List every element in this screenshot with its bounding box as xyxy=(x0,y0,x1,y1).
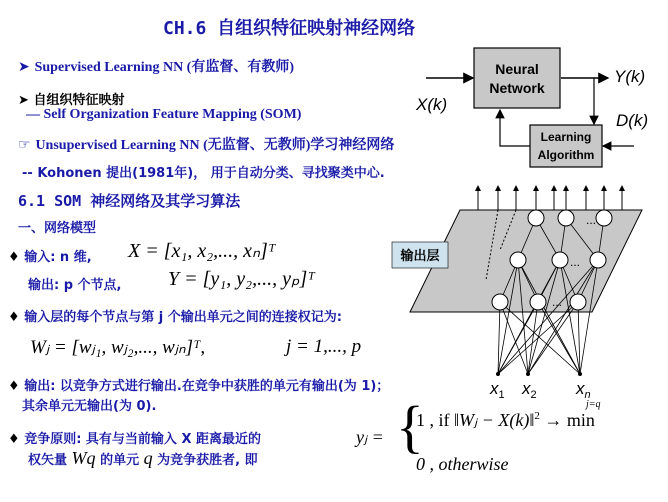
neural-network-label-1: Neural xyxy=(495,61,539,77)
input-vector-formula: X = [x₁, x₂,..., xₙ]ᵀ xyxy=(128,240,276,262)
competition-rule-line2: 权矢量 Wq 的单元 q 为竞争获胜者, 即 xyxy=(28,448,258,468)
supervised-block-diagram xyxy=(412,40,668,170)
section-heading: 6.1 SOM 神经网络及其学习算法 xyxy=(18,192,241,210)
wq-symbol: Wq xyxy=(71,448,96,468)
input-x2-label: $x_2$ xyxy=(522,379,537,398)
arrow-bullet-icon: ➤ xyxy=(18,59,30,75)
output-rule-line2: 其余单元无输出(为 0). xyxy=(22,399,157,414)
output-rule-line1: ♦ 输出: 以竞争方式进行输出.在竞争中获胜的单元有输出(为 1)； xyxy=(8,379,390,394)
learning-label-1: Learning xyxy=(540,130,592,144)
input-nodes xyxy=(496,372,582,376)
svg-text:...: ... xyxy=(586,213,597,227)
diamond-bullet-icon: ♦ xyxy=(8,432,20,447)
arrow-bullet-icon: ➤ xyxy=(18,93,29,108)
output-yk-label: Y(k) xyxy=(614,67,646,86)
case-two: 0 , otherwise xyxy=(416,454,509,474)
bullet-unsupervised: ☞ Unsupervised Learning NN (无监督、无教师)学习神经网络 xyxy=(18,137,395,153)
yj-label: yⱼ = xyxy=(356,427,384,447)
svg-text:...: ... xyxy=(552,295,563,309)
som-network-figure xyxy=(390,180,668,398)
page-title: CH.6 自组织特征映射神经网络 xyxy=(163,18,416,39)
section-subheading: 一、网络模型 xyxy=(18,221,97,236)
pointing-hand-icon: ☞ xyxy=(18,137,31,153)
kohonen-note: -- Kohonen 提出(1981年)， 用于自动分类、寻找聚类中心. xyxy=(22,166,385,181)
neural-network-label-2: Network xyxy=(489,80,545,96)
diamond-bullet-icon: ♦ xyxy=(8,250,20,265)
case-one: 1 , if ‖Wⱼ − X(k)‖$^2$ → min xyxy=(416,410,595,430)
bullet-supervised: ➤ Supervised Learning NN (有监督、有教师) xyxy=(18,59,295,75)
competition-rule-line1: ♦ 竞争原则: 具有与当前输入 X 距离最近的 xyxy=(8,432,261,447)
diamond-bullet-icon: ♦ xyxy=(8,379,20,394)
output-label: 输出: p 个节点, xyxy=(28,278,122,293)
desired-dk-label: D(k) xyxy=(616,111,649,130)
output-vector-formula: Y = [y₁, y₂,..., yₚ]ᵀ xyxy=(168,268,316,290)
input-label: ♦ 输入: n 维, xyxy=(8,250,92,265)
input-xk-label: X(k) xyxy=(416,95,448,114)
input-x1-label: $x_1$ xyxy=(490,379,505,398)
som-english-name: — Self Organization Feature Mapping (SOM) xyxy=(26,107,302,122)
output-layer-label: 输出层 xyxy=(400,248,440,263)
output-arrows xyxy=(478,186,622,210)
input-xn-label: $x_n$ xyxy=(576,379,591,398)
feedback-arrow xyxy=(500,110,530,146)
learning-label-2: Algorithm xyxy=(537,148,595,162)
neural-network-box xyxy=(474,48,560,108)
svg-text:...: ... xyxy=(570,255,581,269)
bullet-som: ➤ 自组织特征映射 xyxy=(18,93,125,108)
case-one-subscript: j=q xyxy=(586,399,601,410)
diamond-bullet-icon: ♦ xyxy=(8,310,20,325)
weights-formula: Wⱼ = [wⱼ₁, wⱼ₂,..., wⱼₙ]ᵀ, xyxy=(30,337,206,358)
piecewise-brace: { xyxy=(396,394,424,459)
q-symbol: q xyxy=(143,448,153,468)
weights-index-range: j = 1,..., p xyxy=(286,336,362,357)
weights-description: ♦ 输入层的每个节点与第 j 个输出单元之间的连接权记为: xyxy=(8,310,342,325)
